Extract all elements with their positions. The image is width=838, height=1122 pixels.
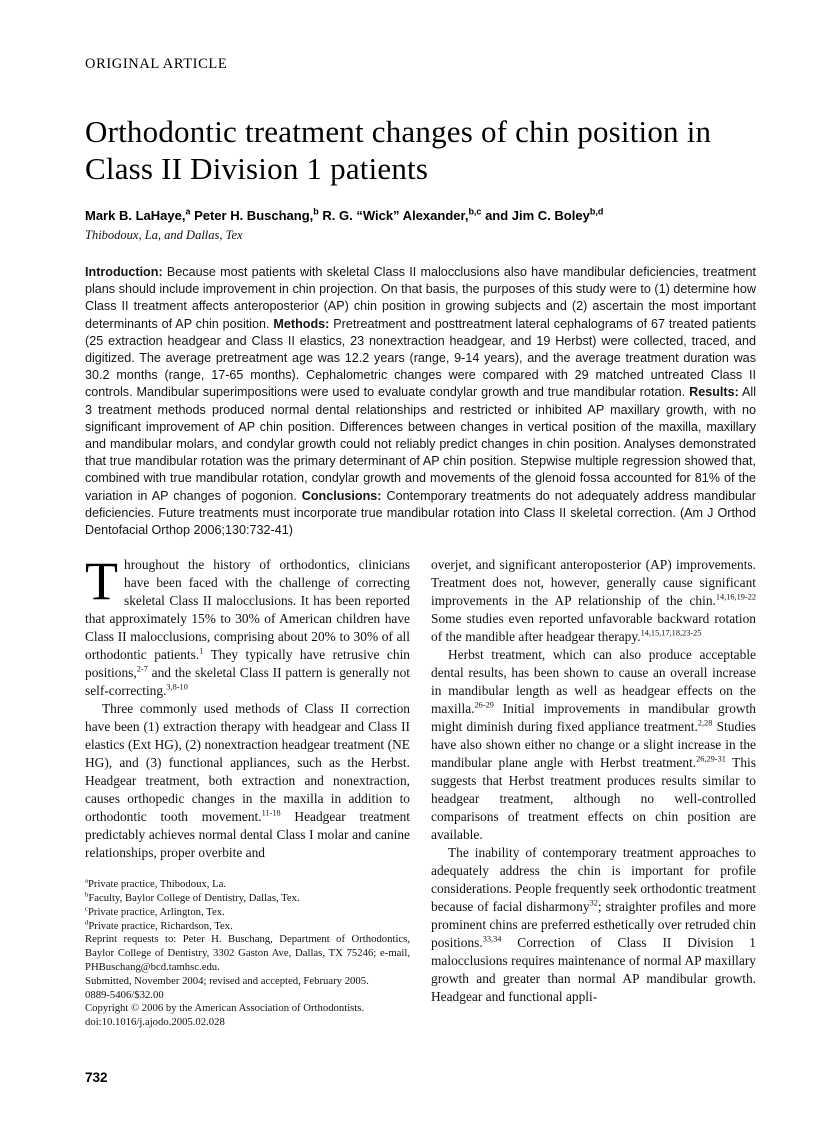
abstract-text-results: All 3 treatment methods produced normal dental relationships and restricted or inhibited AP maxillary growth, with no significant improvement of AP chin position. Differences between changes in vertical position of the maxilla, maxillary and mandibular molars, and condylar growth could not reliably predict changes in chin position. Analyses demonstrated that true mandibular rotation was the primary determinant of AP chin position. Stepwise multiple regression showed that, combined with true mandibular rotation, condylar growth and movements of the glenoid fossa accounted for 81% of the variation in AP changes of pogonion. [85, 385, 757, 503]
body-paragraph-intro [85, 551, 410, 700]
abstract-label-conclusions: Conclusions: [301, 488, 382, 503]
section-label: ORIGINAL ARTICLE [85, 56, 228, 72]
abstract-text-conclusions: Contemporary treatments do not adequately address mandibular deficiencies. Future treatments must incorporate true mandibular rotation into Class II skeletal correction. [85, 488, 757, 520]
right-column [431, 556, 756, 1030]
body-paragraph-overjet: overjet, and significant anteroposterior (AP) improvements. Treatment does not, however, generally cause significant improvements in the AP relationship of the chin.$^{14,16,19-22}$ Some studies even reported unfavorable backward rotation of the mandible after headgear therapy.$^{14,15,17,18,23-25}$ [431, 557, 756, 645]
footnote-affiliation-c: $^c$Private practice, Arlington, Tex. [85, 905, 225, 918]
affiliation-line: Thibodoux, La, and Dallas, Tex [85, 228, 243, 242]
abstract-label-results: Results: [689, 385, 739, 400]
footnote-affiliation-a: $^a$Private practice, Thibodoux, La. [85, 877, 227, 891]
article-title: Orthodontic treatment changes of chin position in Class II Division 1 patients [85, 114, 712, 186]
body-paragraph-methods-of-correction: Three commonly used methods of Class II correction have been (1) extraction therapy with headgear and Class II elastics (Ext HG), (2) nonextraction headgear treatment (NE HG), and (3) functional appliances, such as the Herbst. Headgear treatment, both extraction and nonextraction, causes orthopedic changes in the maxilla in addition to orthodontic tooth movement.$^{11-18}$ Headgear treatment predictably achieves normal dental Class I molar and canine relationships, proper overbite and [85, 701, 410, 861]
body-columns [85, 551, 756, 1030]
footnote-submitted: Submitted, November 2004; revised and accepted, February 2005. [85, 974, 369, 987]
abstract-text-methods: Pretreatment and posttreatment lateral cephalograms of 67 treated patients (25 extraction headgear and Class II elastics, 23 nonextraction headgear, and 19 Herbst) were collected, traced, and digitized. The average pretreatment age was 12.2 years (range, 9-14 years), and the average treatment duration was 30.2 months (range, 17-65 months). Cephalometric changes were compared with 29 matched untreated Class II controls. Mandibular superimpositions were used to evaluate condylar growth and true mandibular rotation. [85, 316, 756, 400]
left-column [85, 551, 410, 1030]
author-line: Mark B. LaHaye,$^a$ Peter H. Buschang,$^b$ R. G. “Wick” Alexander,$^{b,c}$ and Jim C. Boley$^{b,d}$ [85, 206, 604, 223]
footnotes-block [85, 878, 410, 1030]
body-paragraph-inability: The inability of contemporary treatment approaches to adequately address the chin is important for profile considerations. People frequently seek orthodontic treatment because of facial disharmony$^{32}$; straighter profiles and more prominent chins are preferred esthetically over retruded chin positions.$^{33,34}$ Correction of Class II Division 1 malocclusions requires maintenance of normal AP maxillary growth and greater than normal AP mandibular growth. Headgear and functional appli- [431, 845, 756, 1005]
footnote-reprint-requests: Reprint requests to: Peter H. Buschang, Department of Orthodontics, Baylor College of Dentistry, 3302 Gaston Ave, Dallas, TX 75246; e-mail, PHBuschang@bcd.tamhsc.edu. [85, 933, 410, 974]
footnote-copyright: Copyright © 2006 by the American Association of Orthodontists. [85, 1002, 365, 1015]
page-number: 732 [85, 1070, 108, 1085]
footnote-affiliation-b: $^b$Faculty, Baylor College of Dentistry, Dallas, Tex. [85, 891, 300, 905]
footnote-affiliation-d: $^d$Private practice, Richardson, Tex. [85, 919, 233, 932]
footnote-issn-price: 0889-5406/$32.00 [85, 988, 164, 1001]
abstract [85, 264, 756, 539]
footnote-doi: doi:10.1016/j.ajodo.2005.02.028 [85, 1016, 225, 1029]
body-paragraph-intro-text: hroughout the history of orthodontics, clinicians have been faced with the challenge of correcting skeletal Class II malocclusions. It has been reported that approximately 15% to 30% of American children have Class II malocclusions, comprising about 20% to 30% of all orthodontic patients.$^1$ They typically have retrusive chin positions,$^{2-7}$ and the skeletal Class II pattern is generally not self-correcting.$^{3,8-10}$ [85, 557, 410, 699]
abstract-text-introduction: Because most patients with skeletal Class II malocclusions also have mandibular deficiencies, treatment plans should include improvement in chin projection. On that basis, the purposes of this study were to (1) determine how Class II treatment affects anteroposterior (AP) chin position in growing subjects and (2) ascertain the most important determinants of AP chin position. [85, 265, 756, 331]
abstract-citation: (Am J Orthod Dentofacial Orthop 2006;130:732-41) [85, 505, 756, 538]
body-paragraph-herbst: Herbst treatment, which can also produce acceptable dental results, has been shown to cause an overall increase in mandibular length as well as headgear effects on the maxilla.$^{26-29}$ Initial improvements in mandibular growth might diminish during fixed appliance treatment.$^{2,28}$ Studies have also shown either no change or a slight increase in the mandibular plane angle with Herbst treatment.$^{26,29-31}$ This suggests that Herbst treatment produces results similar to headgear treatment, although no well-controlled comparisons of treatment effects on chin position are available. [431, 647, 756, 843]
dropcap-letter: T [85, 551, 118, 612]
abstract-label-introduction: Introduction: [85, 265, 163, 279]
abstract-label-methods: Methods: [273, 316, 330, 331]
